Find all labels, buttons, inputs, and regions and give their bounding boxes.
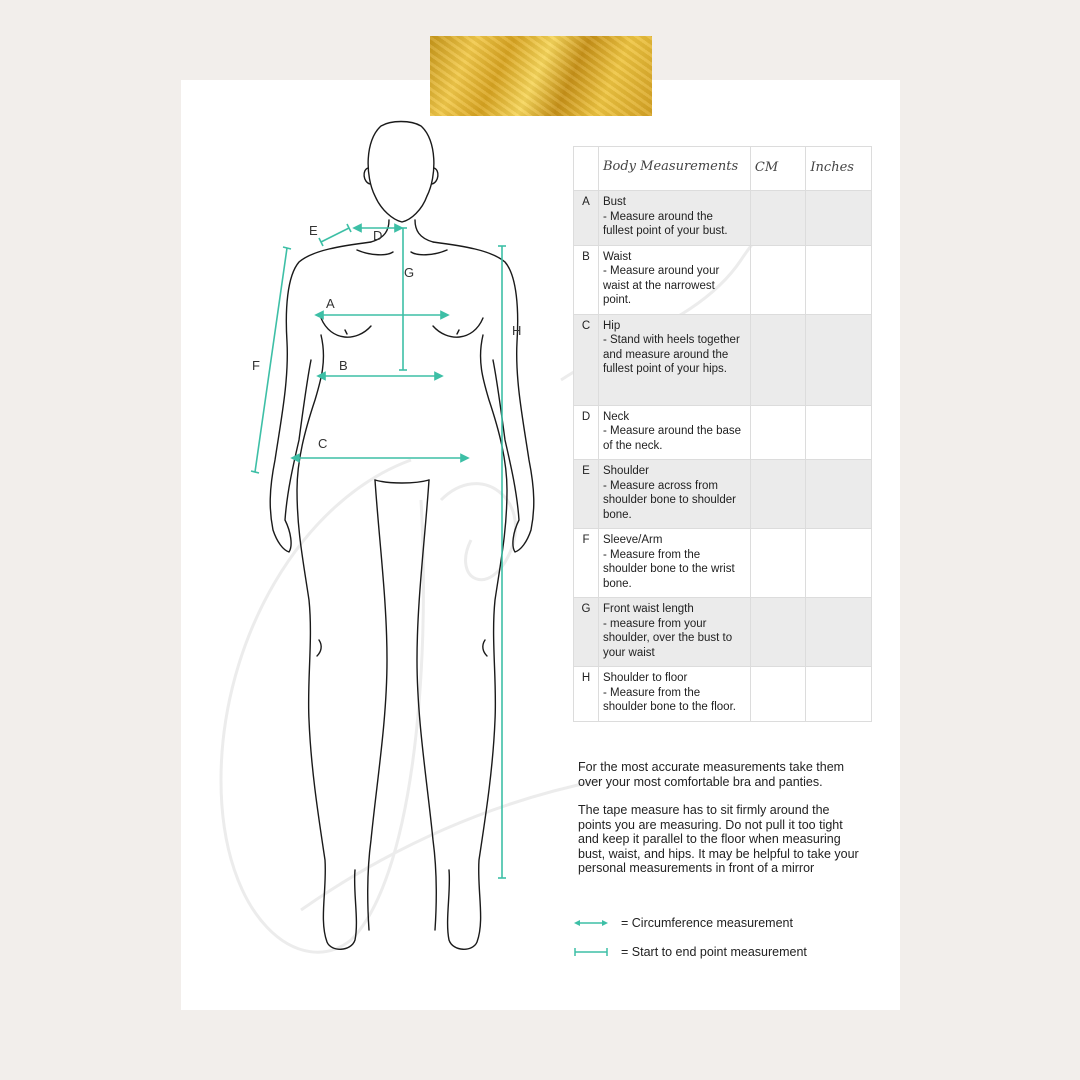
legend-circumference: [573, 916, 793, 930]
inches-input-cell[interactable]: [806, 314, 872, 405]
header-cm: CM: [750, 147, 806, 191]
inches-input-cell[interactable]: [806, 405, 872, 460]
cm-input-cell[interactable]: [750, 667, 806, 722]
measurements-table: [573, 146, 872, 722]
instructions-text: [578, 760, 863, 890]
table-row: [574, 245, 872, 314]
row-description: Shoulder - Measure across from shoulder bone to shoulder bone.: [598, 460, 750, 529]
inches-input-cell[interactable]: [806, 191, 872, 246]
table-row: [574, 405, 872, 460]
cm-input-cell[interactable]: [750, 191, 806, 246]
row-letter: F: [574, 529, 599, 598]
row-letter: E: [574, 460, 599, 529]
row-letter: C: [574, 314, 599, 405]
table-header-row: [574, 147, 872, 191]
inches-input-cell[interactable]: [806, 598, 872, 667]
legend-circumference-label: = Circumference measurement: [621, 916, 793, 930]
label-f: F: [252, 358, 260, 373]
table-row: [574, 598, 872, 667]
row-letter: H: [574, 667, 599, 722]
start-end-bar-icon: [573, 947, 609, 957]
instructions-paragraph-1: For the most accurate measurements take them over your most comfortable bra and panties.: [578, 760, 845, 789]
table-row: [574, 529, 872, 598]
cm-input-cell[interactable]: [750, 245, 806, 314]
inches-input-cell[interactable]: [806, 245, 872, 314]
cm-input-cell[interactable]: [750, 405, 806, 460]
cm-input-cell[interactable]: [750, 460, 806, 529]
row-letter: G: [574, 598, 599, 667]
inches-input-cell[interactable]: [806, 667, 872, 722]
table-row: [574, 314, 872, 405]
instructions-paragraph-2: The tape measure has to sit firmly around the points you are measuring. Do not pull it too tight and keep it parallel to the floor when measuring bust, waist, and hips. It may be helpful to take your personal measurements in front of a mirror: [578, 803, 859, 875]
row-description: Hip - Stand with heels together and measure around the fullest point of your hips.: [598, 314, 750, 405]
label-a: A: [326, 296, 335, 311]
label-g: G: [404, 265, 415, 280]
gold-foil-tape: [430, 36, 652, 116]
double-arrow-icon: [573, 918, 609, 928]
table-row: [574, 667, 872, 722]
row-description: Sleeve/Arm - Measure from the shoulder bone to the wrist bone.: [598, 529, 750, 598]
row-letter: B: [574, 245, 599, 314]
table-row: [574, 460, 872, 529]
legend-start-end-label: = Start to end point measurement: [621, 945, 807, 959]
label-d: D: [373, 228, 383, 243]
label-h: H: [512, 323, 522, 338]
cm-input-cell[interactable]: [750, 529, 806, 598]
inches-input-cell[interactable]: [806, 460, 872, 529]
header-body-measurements: Body Measurements: [598, 147, 750, 191]
row-description: Bust - Measure around the fullest point of your bust.: [598, 191, 750, 246]
header-inches: Inches: [806, 147, 872, 191]
row-description: Shoulder to floor - Measure from the shoulder bone to the floor.: [598, 667, 750, 722]
label-c: C: [318, 436, 328, 451]
row-description: Neck - Measure around the base of the neck.: [598, 405, 750, 460]
row-description: Waist - Measure around your waist at the narrowest point.: [598, 245, 750, 314]
row-letter: A: [574, 191, 599, 246]
measurement-sheet: [181, 80, 900, 1010]
label-e: E: [309, 223, 318, 238]
legend-start-end: [573, 945, 807, 959]
table-row: [574, 191, 872, 246]
cm-input-cell[interactable]: [750, 314, 806, 405]
row-description: Front waist length - measure from your shoulder, over the bust to your waist: [598, 598, 750, 667]
cm-input-cell[interactable]: [750, 598, 806, 667]
label-b: B: [339, 358, 348, 373]
header-blank: [574, 147, 599, 191]
row-letter: D: [574, 405, 599, 460]
inches-input-cell[interactable]: [806, 529, 872, 598]
